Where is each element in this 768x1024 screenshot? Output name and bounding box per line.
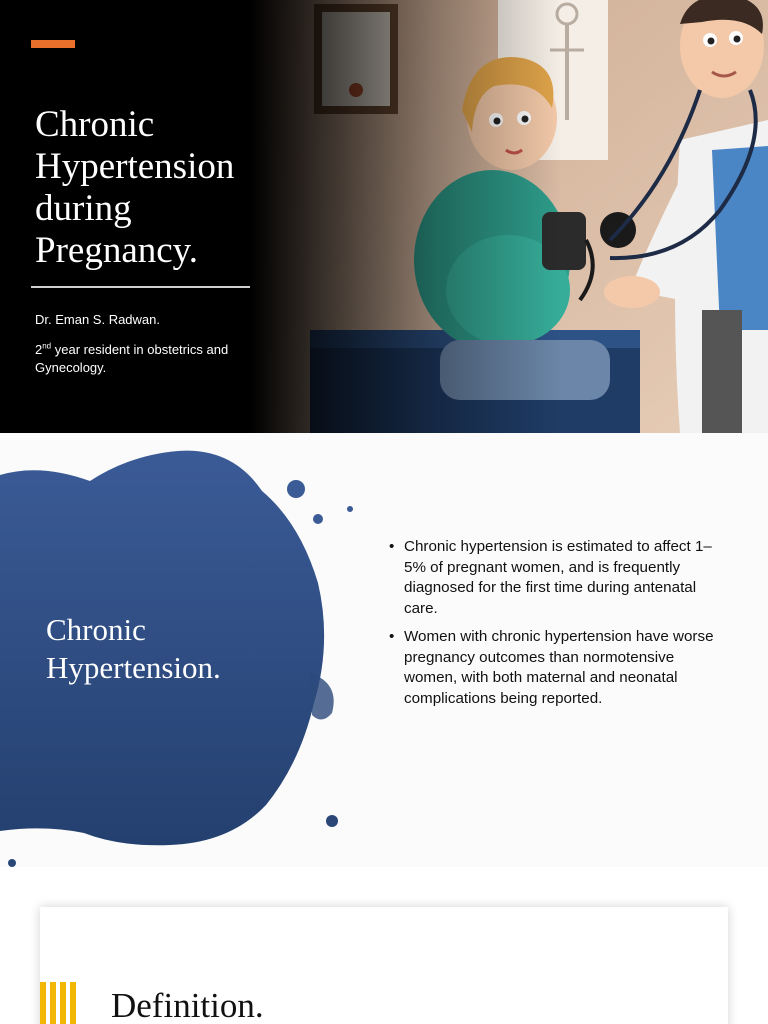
bullet-list xyxy=(388,537,718,717)
title-line: Chronic xyxy=(46,612,146,647)
accent-bar xyxy=(31,40,75,48)
accent-bar xyxy=(70,982,76,1024)
title-line: Hypertension. xyxy=(46,650,221,685)
definition-title: Definition. xyxy=(111,986,264,1024)
role-ordinal: 2 xyxy=(35,342,43,357)
title-line: Pregnancy. xyxy=(35,230,199,271)
definition-slide xyxy=(0,867,768,1024)
title-line: Chronic xyxy=(35,104,155,145)
bullet-text: Chronic hypertension is estimated to affect 1–5% of pregnant women, and is frequently diagnosed for the first time during antenatal care. xyxy=(404,538,712,617)
role-ordinal-suffix: nd xyxy=(42,341,52,351)
author-name: Dr. Eman S. Radwan. xyxy=(35,312,160,327)
bullet-dot-icon: • xyxy=(389,538,395,555)
role-text: year resident in obstetrics and Gynecology. xyxy=(35,342,229,375)
bullet-item xyxy=(388,627,718,709)
chronic-hypertension-slide xyxy=(0,433,768,867)
accent-bar xyxy=(50,982,56,1024)
bullet-dot-icon: • xyxy=(389,628,395,645)
author-role xyxy=(35,341,275,377)
title-line: during xyxy=(35,188,132,229)
accent-bar xyxy=(60,982,66,1024)
title-slide xyxy=(0,0,768,433)
section-title xyxy=(46,611,306,687)
bullet-text: Women with chronic hypertension have worse pregnancy outcomes than normotensive women, with both maternal and neonatal complications being reported. xyxy=(404,628,714,707)
presentation-title xyxy=(35,104,275,272)
content-card xyxy=(40,907,728,1024)
accent-bars xyxy=(40,982,84,1024)
title-divider xyxy=(31,286,281,288)
title-line: Hypertension xyxy=(35,146,235,187)
bullet-item xyxy=(388,537,718,619)
illustration-doctor-patient xyxy=(250,0,768,433)
accent-bar xyxy=(40,982,46,1024)
